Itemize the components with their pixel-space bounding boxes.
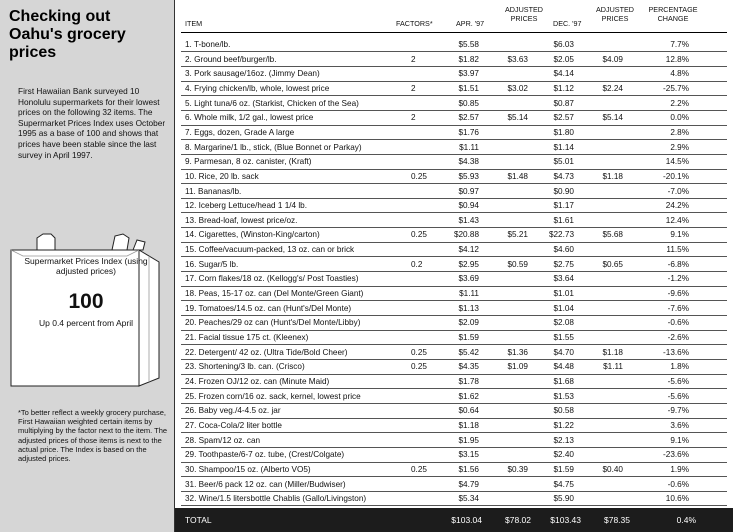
table-row xyxy=(181,214,727,227)
cell-apr: $0.64 xyxy=(458,406,479,416)
cell-apr: $1.95 xyxy=(458,435,479,445)
headline-line: prices xyxy=(9,44,57,61)
index-value: 100 xyxy=(68,290,104,313)
total-adjusted-apr: $78.02 xyxy=(505,515,531,525)
header-rule xyxy=(181,32,727,33)
cell-factor: 2 xyxy=(411,83,416,93)
cell-apr: $1.13 xyxy=(458,303,479,313)
cell-item: 5. Light tuna/6 oz. (Starkist, Chicken of the Sea) xyxy=(185,98,359,108)
cell-dec: $2.08 xyxy=(553,318,574,328)
cell-item: 16. Sugar/5 lb. xyxy=(185,259,239,269)
total-row xyxy=(175,508,733,532)
cell-apr: $0.85 xyxy=(458,98,479,108)
cell-percentage: 7.7% xyxy=(670,40,689,49)
cell-dec: $4.48 xyxy=(553,362,574,372)
cell-item: 29. Toothpaste/6-7 oz. tube, (Crest/Colgate) xyxy=(185,450,345,460)
cell-item: 3. Pork sausage/16oz. (Jimmy Dean) xyxy=(185,69,320,79)
table-row xyxy=(181,331,727,344)
header-adjusted-apr-line: ADJUSTED xyxy=(505,5,543,14)
table-row xyxy=(181,170,727,183)
cell-adjusted-apr: $0.39 xyxy=(507,464,528,474)
footnote: *To better reflect a weekly grocery purchase, First Hawaiian weighted certain items by multiplying by the factor next to the item. The adjusted prices of those items is next to the actual price. The Index is based on the adjusted prices. xyxy=(18,408,168,464)
cell-percentage: 9.1% xyxy=(670,230,689,240)
cell-percentage: 11.5% xyxy=(666,245,689,255)
cell-dec: $1.59 xyxy=(553,464,574,474)
cell-percentage: -2.6% xyxy=(667,333,689,342)
cell-percentage: 2.9% xyxy=(670,142,689,152)
cell-apr: $5.42 xyxy=(458,347,479,357)
cell-adjusted-apr: $1.36 xyxy=(507,347,528,357)
cell-item: 31. Beer/6 pack 12 oz. can (Miller/Budwiser) xyxy=(185,479,346,489)
cell-dec: $1.14 xyxy=(553,142,574,152)
table-row xyxy=(181,126,727,139)
cell-dec: $1.22 xyxy=(553,420,574,430)
cell-apr: $1.11 xyxy=(459,142,479,152)
cell-item: 20. Peaches/29 oz can (Hunt's/Del Monte/Libby) xyxy=(185,318,361,328)
intro-text: First Hawaiian Bank surveyed 10 Honolulu supermarkets for their lowest prices on the following 32 items. The Supermarket Prices Index uses October 1995 as a base of 100 and shows that prices have been stable since the last survey in April 1997. xyxy=(18,86,166,160)
table-row xyxy=(181,316,727,329)
table-row xyxy=(181,97,727,110)
cell-adjusted-dec: $1.18 xyxy=(602,347,623,357)
cell-percentage: -25.7% xyxy=(663,83,689,93)
cell-dec: $1.55 xyxy=(553,333,574,342)
cell-dec: $4.14 xyxy=(553,69,574,79)
table-row xyxy=(181,463,727,476)
cell-percentage: -13.6% xyxy=(663,347,689,357)
cell-apr: $2.57 xyxy=(458,113,479,123)
cell-percentage: -0.6% xyxy=(667,318,689,328)
cell-item: 17. Corn flakes/18 oz. (Kellogg's/ Post Toasties) xyxy=(185,274,359,284)
cell-apr: $1.18 xyxy=(458,420,479,430)
cell-adjusted-apr: $3.63 xyxy=(507,54,528,64)
table-row xyxy=(181,155,727,168)
cell-dec: $1.53 xyxy=(553,391,574,401)
cell-apr: $0.97 xyxy=(458,186,479,196)
cell-factor: 0.25 xyxy=(411,347,427,357)
cell-factor: 0.25 xyxy=(411,230,427,240)
cell-dec: $2.57 xyxy=(553,113,574,123)
cell-dec: $0.58 xyxy=(553,406,574,416)
cell-percentage: -23.6% xyxy=(663,450,689,460)
cell-adjusted-dec: $4.09 xyxy=(602,54,623,64)
cell-percentage: 4.8% xyxy=(670,69,689,79)
table-row xyxy=(181,375,727,388)
cell-apr: $4.12 xyxy=(458,245,479,255)
cell-percentage: 2.8% xyxy=(670,127,689,137)
table-row xyxy=(181,448,727,461)
table-row xyxy=(181,185,727,198)
cell-dec: $4.70 xyxy=(553,347,574,357)
cell-factor: 2 xyxy=(411,113,416,123)
cell-item: 7. Eggs, dozen, Grade A large xyxy=(185,127,295,137)
header-adjusted-apr xyxy=(496,6,552,23)
cell-dec: $5.01 xyxy=(553,157,574,167)
cell-dec: $5.90 xyxy=(553,494,574,504)
cell-adjusted-apr: $3.02 xyxy=(507,83,528,93)
cell-adjusted-dec: $1.18 xyxy=(602,171,623,181)
cell-item: 27. Coca-Cola/2 liter bottle xyxy=(185,420,282,430)
cell-dec: $22.73 xyxy=(548,230,574,240)
table-row xyxy=(181,67,727,80)
header-percentage-change xyxy=(641,6,705,23)
cell-adjusted-apr: $1.48 xyxy=(507,171,528,181)
cell-percentage: -5.6% xyxy=(667,391,689,401)
cell-dec: $6.03 xyxy=(553,40,574,49)
table-row xyxy=(181,272,727,285)
cell-percentage: -9.7% xyxy=(667,406,689,416)
table-row xyxy=(181,492,727,505)
cell-item: 4. Frying chicken/lb, whole, lowest price xyxy=(185,83,330,93)
table-row xyxy=(181,434,727,447)
cell-percentage: -6.8% xyxy=(667,259,689,269)
total-apr: $103.04 xyxy=(451,515,482,525)
table-row xyxy=(181,82,727,95)
left-panel xyxy=(0,0,174,532)
cell-apr: $2.95 xyxy=(458,259,479,269)
cell-dec: $4.75 xyxy=(553,479,574,489)
header-dec97: DEC. '97 xyxy=(553,19,582,28)
cell-item: 9. Parmesan, 8 oz. canister, (Kraft) xyxy=(185,157,312,167)
headline xyxy=(9,8,169,62)
header-adjusted-dec xyxy=(587,6,643,23)
cell-percentage: 1.9% xyxy=(670,464,689,474)
headline-line: Oahu's grocery xyxy=(9,26,126,43)
cell-apr: $1.56 xyxy=(458,464,479,474)
cell-dec: $2.40 xyxy=(553,450,574,460)
cell-item: 11. Bananas/lb. xyxy=(185,186,242,196)
cell-percentage: -9.6% xyxy=(667,289,689,299)
cell-factor: 2 xyxy=(411,54,416,64)
table-row xyxy=(181,360,727,373)
cell-factor: 0.2 xyxy=(411,259,423,269)
table-row xyxy=(181,111,727,124)
table-row xyxy=(181,404,727,417)
cell-adjusted-dec: $5.68 xyxy=(602,230,623,240)
cell-item: 21. Facial tissue 175 ct. (Kleenex) xyxy=(185,333,309,342)
cell-apr: $5.58 xyxy=(458,40,479,49)
cell-item: 8. Margarine/1 lb., stick, (Blue Bonnet or Parkay) xyxy=(185,142,362,152)
cell-adjusted-dec: $0.40 xyxy=(602,464,623,474)
cell-apr: $5.34 xyxy=(458,494,479,504)
cell-percentage: 2.2% xyxy=(670,98,689,108)
cell-item: 28. Spam/12 oz. can xyxy=(185,435,261,445)
total-percentage: 0.4% xyxy=(676,515,696,525)
cell-apr: $1.76 xyxy=(458,127,479,137)
table-row xyxy=(181,243,727,256)
cell-percentage: 9.1% xyxy=(670,435,689,445)
cell-dec: $2.75 xyxy=(553,259,574,269)
cell-dec: $2.13 xyxy=(553,435,574,445)
header-factors: FACTORS* xyxy=(396,19,433,28)
cell-item: 23. Shortening/3 lb. can. (Crisco) xyxy=(185,362,305,372)
total-label: TOTAL xyxy=(185,515,212,525)
cell-dec: $3.64 xyxy=(553,274,574,284)
cell-apr: $2.09 xyxy=(458,318,479,328)
cell-adjusted-apr: $5.14 xyxy=(507,113,528,123)
cell-apr: $1.11 xyxy=(459,289,479,299)
cell-apr: $1.51 xyxy=(458,83,479,93)
table-row xyxy=(181,302,727,315)
index-title: Supermarket Prices Index (using adjusted prices) xyxy=(24,256,148,276)
cell-dec: $0.90 xyxy=(553,186,574,196)
cell-dec: $4.60 xyxy=(553,245,574,255)
cell-apr: $1.43 xyxy=(458,215,479,225)
cell-item: 12. Iceberg Lettuce/head 1 1/4 lb. xyxy=(185,201,307,211)
total-adjusted-dec: $78.35 xyxy=(604,515,630,525)
table-row xyxy=(181,53,727,66)
cell-percentage: 12.4% xyxy=(665,215,689,225)
cell-percentage: -0.6% xyxy=(667,479,689,489)
table-row xyxy=(181,228,727,241)
cell-dec: $1.80 xyxy=(553,127,574,137)
cell-percentage: 12.8% xyxy=(665,54,689,64)
cell-factor: 0.25 xyxy=(411,362,427,372)
row-divider xyxy=(181,505,727,506)
cell-item: 15. Coffee/vacuum-packed, 13 oz. can or brick xyxy=(185,245,355,255)
cell-apr: $1.62 xyxy=(458,391,479,401)
cell-item: 13. Bread-loaf, lowest price/oz. xyxy=(185,215,298,225)
cell-apr: $1.59 xyxy=(458,333,479,342)
cell-item: 26. Baby veg./4-4.5 oz. jar xyxy=(185,406,281,416)
cell-apr: $20.88 xyxy=(453,230,479,240)
header-apr97: APR. '97 xyxy=(456,19,485,28)
header-percentage-line: CHANGE xyxy=(657,13,689,23)
header-adjusted-dec-line: ADJUSTED xyxy=(596,5,634,14)
headline-line: Checking out xyxy=(9,8,111,25)
cell-apr: $5.93 xyxy=(458,171,479,181)
total-dec: $103.43 xyxy=(550,515,581,525)
cell-apr: $3.97 xyxy=(458,69,479,79)
cell-dec: $1.61 xyxy=(553,215,574,225)
cell-item: 14. Cigarettes, (Winston-King/carton) xyxy=(185,230,320,240)
table-row xyxy=(181,141,727,154)
cell-adjusted-dec: $5.14 xyxy=(602,113,623,123)
table-row xyxy=(181,287,727,300)
price-table xyxy=(174,0,733,532)
cell-dec: $2.05 xyxy=(553,54,574,64)
cell-item: 25. Frozen corn/16 oz. sack, kernel, lowest price xyxy=(185,391,361,401)
cell-percentage: 1.8% xyxy=(670,362,689,372)
cell-percentage: -7.0% xyxy=(667,186,689,196)
cell-item: 32. Wine/1.5 litersbottle Chablis (Gallo/Livingston) xyxy=(185,494,367,504)
table-row xyxy=(181,390,727,403)
cell-adjusted-dec: $2.24 xyxy=(602,83,623,93)
cell-item: 10. Rice, 20 lb. sack xyxy=(185,171,259,181)
header-adjusted-apr-line: PRICES xyxy=(510,13,538,23)
cell-item: 19. Tomatoes/14.5 oz. can (Hunt's/Del Monte) xyxy=(185,303,352,313)
cell-apr: $4.79 xyxy=(458,479,479,489)
cell-apr: $4.38 xyxy=(458,157,479,167)
cell-item: 2. Ground beef/burger/lb. xyxy=(185,54,277,64)
header-item: ITEM xyxy=(185,19,203,28)
cell-dec: $1.68 xyxy=(553,376,574,386)
cell-item: 22. Detergent/ 42 oz. (Ultra Tide/Bold Cheer) xyxy=(185,347,348,357)
cell-apr: $0.94 xyxy=(458,201,479,211)
cell-adjusted-apr: $1.09 xyxy=(507,362,528,372)
cell-dec: $1.04 xyxy=(553,303,574,313)
cell-item: 24. Frozen OJ/12 oz. can (Minute Maid) xyxy=(185,376,330,386)
cell-item: 6. Whole milk, 1/2 gal., lowest price xyxy=(185,113,314,123)
grocery-bag-graphic xyxy=(7,232,165,392)
cell-apr: $1.82 xyxy=(458,54,479,64)
cell-percentage: 0.0% xyxy=(670,113,689,123)
index-change: Up 0.4 percent from April xyxy=(38,318,133,328)
cell-dec: $1.12 xyxy=(553,83,574,93)
cell-factor: 0.25 xyxy=(411,464,427,474)
table-row xyxy=(181,419,727,432)
header-adjusted-dec-line: PRICES xyxy=(601,13,629,23)
table-row xyxy=(181,38,727,51)
cell-percentage: 24.2% xyxy=(665,201,689,211)
cell-percentage: -7.6% xyxy=(667,303,689,313)
cell-dec: $0.87 xyxy=(553,98,574,108)
cell-percentage: 3.6% xyxy=(670,420,689,430)
cell-apr: $1.78 xyxy=(458,376,479,386)
cell-percentage: -20.1% xyxy=(663,171,689,181)
cell-percentage: 10.6% xyxy=(665,494,689,504)
cell-adjusted-apr: $0.59 xyxy=(507,259,528,269)
table-row xyxy=(181,478,727,491)
cell-dec: $1.01 xyxy=(553,289,574,299)
table-row xyxy=(181,199,727,212)
cell-item: 1. T-bone/lb. xyxy=(185,40,231,49)
table-row xyxy=(181,346,727,359)
cell-percentage: 14.5% xyxy=(665,157,689,167)
cell-adjusted-apr: $5.21 xyxy=(507,230,528,240)
cell-apr: $4.35 xyxy=(458,362,479,372)
cell-percentage: -5.6% xyxy=(667,376,689,386)
cell-apr: $3.15 xyxy=(458,450,479,460)
cell-item: 30. Shampoo/15 oz. (Alberto VO5) xyxy=(185,464,311,474)
cell-factor: 0.25 xyxy=(411,171,427,181)
header-percentage-line: PERCENTAGE xyxy=(648,5,698,14)
cell-item: 18. Peas, 15-17 oz. can (Del Monte/Green Giant) xyxy=(185,289,364,299)
cell-percentage: -1.2% xyxy=(667,274,689,284)
cell-adjusted-dec: $0.65 xyxy=(602,259,623,269)
cell-apr: $3.69 xyxy=(458,274,479,284)
table-row xyxy=(181,258,727,271)
cell-adjusted-dec: $1.11 xyxy=(603,362,623,372)
cell-dec: $1.17 xyxy=(553,201,574,211)
cell-dec: $4.73 xyxy=(553,171,574,181)
